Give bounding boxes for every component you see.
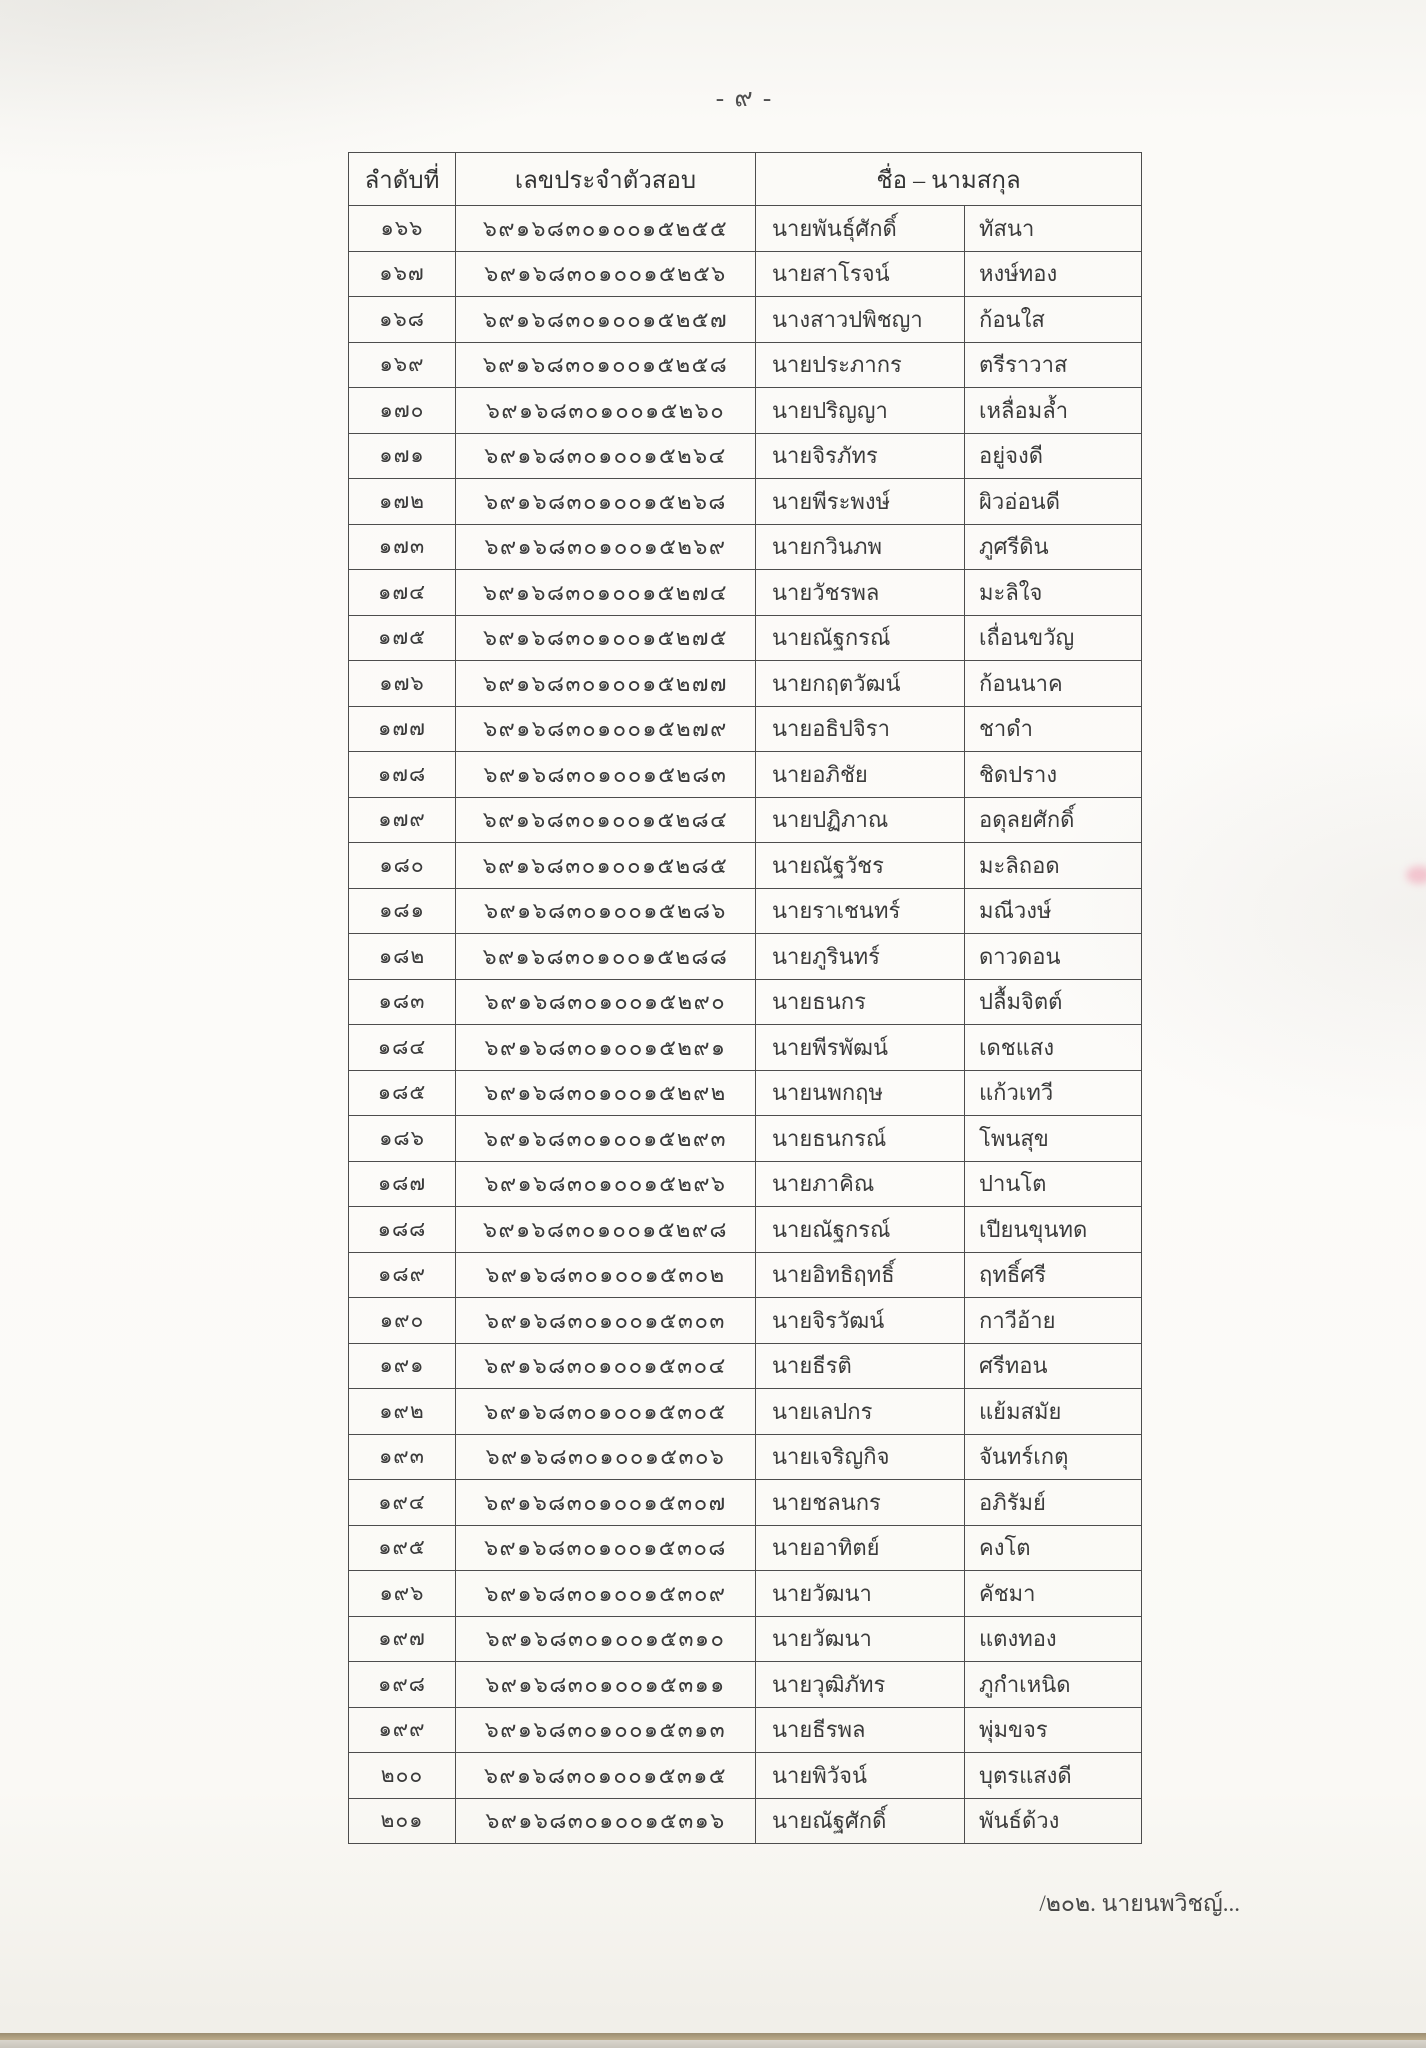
exam-id: ๖๙๑๖๘๓๐๑๐๐๑๕๒๖๔	[456, 433, 756, 479]
header-full-name: ชื่อ – นามสกุล	[756, 153, 1142, 206]
table-row	[349, 1389, 1142, 1435]
last-name: มะลิใจ	[965, 570, 1142, 616]
pink-smudge-artifact	[1406, 866, 1426, 884]
table-row	[349, 1707, 1142, 1753]
last-name: อดุลยศักดิ์	[965, 797, 1142, 843]
table-row	[349, 1252, 1142, 1298]
exam-id: ๖๙๑๖๘๓๐๑๐๐๑๕๓๐๖	[456, 1434, 756, 1480]
first-name: นายวัชรพล	[756, 570, 965, 616]
exam-id: ๖๙๑๖๘๓๐๑๐๐๑๕๓๑๑	[456, 1662, 756, 1708]
row-number: ๑๘๖	[349, 1116, 456, 1162]
first-name: นายจิรวัฒน์	[756, 1298, 965, 1344]
last-name: จันทร์เกตุ	[965, 1434, 1142, 1480]
last-name: กาวีอ้าย	[965, 1298, 1142, 1344]
first-name: นายณัฐศักดิ์	[756, 1798, 965, 1844]
last-name: ผิวอ่อนดี	[965, 479, 1142, 525]
table-row	[349, 251, 1142, 297]
first-name: นายจิรภัทร	[756, 433, 965, 479]
row-number: ๑๘๓	[349, 979, 456, 1025]
last-name: ตรีราวาส	[965, 342, 1142, 388]
exam-id: ๖๙๑๖๘๓๐๑๐๐๑๕๓๐๘	[456, 1525, 756, 1571]
row-number: ๑๖๘	[349, 297, 456, 343]
exam-id: ๖๙๑๖๘๓๐๑๐๐๑๕๒๕๖	[456, 251, 756, 297]
first-name: นายธนกรณ์	[756, 1116, 965, 1162]
table-row	[349, 934, 1142, 980]
row-number: ๑๙๑	[349, 1343, 456, 1389]
table-row	[349, 1025, 1142, 1071]
exam-id: ๖๙๑๖๘๓๐๑๐๐๑๕๒๙๒	[456, 1070, 756, 1116]
last-name: ก้อนใส	[965, 297, 1142, 343]
first-name: นายอาทิตย์	[756, 1525, 965, 1571]
row-number: ๑๗๗	[349, 706, 456, 752]
table-row	[349, 1798, 1142, 1844]
table-row	[349, 979, 1142, 1025]
first-name: นายณัฐวัชร	[756, 843, 965, 889]
first-name: นายพีรพัฒน์	[756, 1025, 965, 1071]
first-name: นายสาโรจน์	[756, 251, 965, 297]
exam-id: ๖๙๑๖๘๓๐๑๐๐๑๕๓๐๔	[456, 1343, 756, 1389]
table-row	[349, 797, 1142, 843]
exam-id: ๖๙๑๖๘๓๐๑๐๐๑๕๒๙๘	[456, 1207, 756, 1253]
exam-id: ๖๙๑๖๘๓๐๑๐๐๑๕๒๙๑	[456, 1025, 756, 1071]
row-number: ๑๘๕	[349, 1070, 456, 1116]
row-number: ๑๖๙	[349, 342, 456, 388]
first-name: นายธนกร	[756, 979, 965, 1025]
first-name: นายวัฒนา	[756, 1571, 965, 1617]
table-row	[349, 388, 1142, 434]
exam-id: ๖๙๑๖๘๓๐๑๐๐๑๕๒๗๕	[456, 615, 756, 661]
last-name: โพนสุข	[965, 1116, 1142, 1162]
row-number: ๑๖๗	[349, 251, 456, 297]
exam-id: ๖๙๑๖๘๓๐๑๐๐๑๕๒๖๙	[456, 524, 756, 570]
first-name: นายราเชนทร์	[756, 888, 965, 934]
exam-id: ๖๙๑๖๘๓๐๑๐๐๑๕๒๘๕	[456, 843, 756, 889]
table-row	[349, 888, 1142, 934]
last-name: ปลื้มจิตต์	[965, 979, 1142, 1025]
first-name: นายกวินภพ	[756, 524, 965, 570]
last-name: แย้มสมัย	[965, 1389, 1142, 1435]
first-name: นายปริญญา	[756, 388, 965, 434]
table-row	[349, 1662, 1142, 1708]
table-row	[349, 570, 1142, 616]
row-number: ๑๗๖	[349, 661, 456, 707]
last-name: อภิรัมย์	[965, 1480, 1142, 1526]
table-row	[349, 843, 1142, 889]
last-name: แตงทอง	[965, 1616, 1142, 1662]
table-row	[349, 1116, 1142, 1162]
first-name: นายกฤตวัฒน์	[756, 661, 965, 707]
table-row	[349, 1480, 1142, 1526]
first-name: นายภาคิณ	[756, 1161, 965, 1207]
exam-id: ๖๙๑๖๘๓๐๑๐๐๑๕๒๗๔	[456, 570, 756, 616]
table-row	[349, 752, 1142, 798]
exam-id: ๖๙๑๖๘๓๐๑๐๐๑๕๒๘๓	[456, 752, 756, 798]
last-name: เถื่อนขวัญ	[965, 615, 1142, 661]
table-row	[349, 479, 1142, 525]
exam-id: ๖๙๑๖๘๓๐๑๐๐๑๕๒๕๘	[456, 342, 756, 388]
last-name: ดาวดอน	[965, 934, 1142, 980]
row-number: ๑๙๗	[349, 1616, 456, 1662]
exam-id: ๖๙๑๖๘๓๐๑๐๐๑๕๓๑๕	[456, 1753, 756, 1799]
exam-id: ๖๙๑๖๘๓๐๑๐๐๑๕๒๕๕	[456, 206, 756, 252]
row-number: ๑๘๙	[349, 1252, 456, 1298]
exam-id: ๖๙๑๖๘๓๐๑๐๐๑๕๓๐๗	[456, 1480, 756, 1526]
row-number: ๑๗๐	[349, 388, 456, 434]
exam-id: ๖๙๑๖๘๓๐๑๐๐๑๕๒๗๗	[456, 661, 756, 707]
exam-id: ๖๙๑๖๘๓๐๑๐๐๑๕๒๖๐	[456, 388, 756, 434]
table-header-row	[349, 153, 1142, 206]
first-name: นายพิวัจน์	[756, 1753, 965, 1799]
header-exam-id: เลขประจำตัวสอบ	[456, 153, 756, 206]
first-name: นายประภากร	[756, 342, 965, 388]
last-name: ศรีทอน	[965, 1343, 1142, 1389]
row-number: ๑๙๕	[349, 1525, 456, 1571]
last-name: ก้อนนาค	[965, 661, 1142, 707]
row-number: ๑๘๘	[349, 1207, 456, 1253]
background-surface	[0, 2040, 1426, 2048]
last-name: พันธ์ด้วง	[965, 1798, 1142, 1844]
last-name: ภูศรีดิน	[965, 524, 1142, 570]
row-number: ๑๗๔	[349, 570, 456, 616]
first-name: นายภูรินทร์	[756, 934, 965, 980]
first-name: นายพีระพงษ์	[756, 479, 965, 525]
exam-id: ๖๙๑๖๘๓๐๑๐๐๑๕๓๑๐	[456, 1616, 756, 1662]
last-name: หงษ์ทอง	[965, 251, 1142, 297]
row-number: ๑๘๐	[349, 843, 456, 889]
exam-id: ๖๙๑๖๘๓๐๑๐๐๑๕๒๖๘	[456, 479, 756, 525]
table-row	[349, 1070, 1142, 1116]
first-name: นายอภิชัย	[756, 752, 965, 798]
row-number: ๑๙๒	[349, 1389, 456, 1435]
exam-id: ๖๙๑๖๘๓๐๑๐๐๑๕๓๐๒	[456, 1252, 756, 1298]
last-name: มณีวงษ์	[965, 888, 1142, 934]
row-number: ๑๗๓	[349, 524, 456, 570]
first-name: นายธีรพล	[756, 1707, 965, 1753]
last-name: ชิดปราง	[965, 752, 1142, 798]
table-row	[349, 1525, 1142, 1571]
last-name: คงโต	[965, 1525, 1142, 1571]
exam-id: ๖๙๑๖๘๓๐๑๐๐๑๕๒๗๙	[456, 706, 756, 752]
page-number: - ๙ -	[715, 85, 774, 112]
row-number: ๑๘๗	[349, 1161, 456, 1207]
exam-id: ๖๙๑๖๘๓๐๑๐๐๑๕๓๑๖	[456, 1798, 756, 1844]
exam-id: ๖๙๑๖๘๓๐๑๐๐๑๕๒๘๘	[456, 934, 756, 980]
table-row	[349, 1616, 1142, 1662]
row-number: ๑๗๙	[349, 797, 456, 843]
first-name: นายธีรติ	[756, 1343, 965, 1389]
last-name: คัชมา	[965, 1571, 1142, 1617]
table-row	[349, 1434, 1142, 1480]
table-row	[349, 1298, 1142, 1344]
continuation-note: /๒๐๒. นายนพวิชญ์...	[1039, 1891, 1240, 1916]
last-name: เปียนขุนทด	[965, 1207, 1142, 1253]
row-number: ๑๗๕	[349, 615, 456, 661]
row-number: ๒๐๐	[349, 1753, 456, 1799]
exam-id: ๖๙๑๖๘๓๐๑๐๐๑๕๒๘๖	[456, 888, 756, 934]
row-number: ๑๗๒	[349, 479, 456, 525]
first-name: นายเจริญกิจ	[756, 1434, 965, 1480]
last-name: อยู่จงดี	[965, 433, 1142, 479]
last-name: พุ่มขจร	[965, 1707, 1142, 1753]
exam-id: ๖๙๑๖๘๓๐๑๐๐๑๕๓๐๙	[456, 1571, 756, 1617]
row-number: ๑๙๙	[349, 1707, 456, 1753]
row-number: ๒๐๑	[349, 1798, 456, 1844]
first-name: นายวุฒิภัทร	[756, 1662, 965, 1708]
exam-id: ๖๙๑๖๘๓๐๑๐๐๑๕๒๕๗	[456, 297, 756, 343]
first-name: นายชลนกร	[756, 1480, 965, 1526]
table-row	[349, 1161, 1142, 1207]
exam-id: ๖๙๑๖๘๓๐๑๐๐๑๕๒๙๓	[456, 1116, 756, 1162]
table-row	[349, 206, 1142, 252]
row-number: ๑๗๑	[349, 433, 456, 479]
table-row	[349, 433, 1142, 479]
row-number: ๑๖๖	[349, 206, 456, 252]
row-number: ๑๘๔	[349, 1025, 456, 1071]
row-number: ๑๙๐	[349, 1298, 456, 1344]
first-name: นายณัฐกรณ์	[756, 1207, 965, 1253]
header-order: ลำดับที่	[349, 153, 456, 206]
table-row	[349, 661, 1142, 707]
table-header	[349, 153, 1142, 206]
table-row	[349, 615, 1142, 661]
last-name: ฤทธิ์ศรี	[965, 1252, 1142, 1298]
first-name: นายวัฒนา	[756, 1616, 965, 1662]
last-name: ปานโต	[965, 1161, 1142, 1207]
exam-id: ๖๙๑๖๘๓๐๑๐๐๑๕๒๙๖	[456, 1161, 756, 1207]
last-name: ทัสนา	[965, 206, 1142, 252]
row-number: ๑๘๒	[349, 934, 456, 980]
row-number: ๑๗๘	[349, 752, 456, 798]
first-name: นายอิทธิฤทธิ์	[756, 1252, 965, 1298]
first-name: นายอธิปจิรา	[756, 706, 965, 752]
first-name: นายพันธุ์ศักดิ์	[756, 206, 965, 252]
table-row	[349, 1343, 1142, 1389]
last-name: บุตรแสงดี	[965, 1753, 1142, 1799]
table-row	[349, 1207, 1142, 1253]
first-name: นายปฏิภาณ	[756, 797, 965, 843]
first-name: นายนพกฤษ	[756, 1070, 965, 1116]
exam-id: ๖๙๑๖๘๓๐๑๐๐๑๕๓๐๓	[456, 1298, 756, 1344]
row-number: ๑๙๖	[349, 1571, 456, 1617]
last-name: แก้วเทวี	[965, 1070, 1142, 1116]
row-number: ๑๘๑	[349, 888, 456, 934]
row-number: ๑๙๔	[349, 1480, 456, 1526]
row-number: ๑๙๘	[349, 1662, 456, 1708]
table-row	[349, 706, 1142, 752]
paper-bottom-edge	[0, 2033, 1426, 2040]
table-row	[349, 1571, 1142, 1617]
table-row	[349, 524, 1142, 570]
exam-id: ๖๙๑๖๘๓๐๑๐๐๑๕๒๘๔	[456, 797, 756, 843]
table-row	[349, 342, 1142, 388]
last-name: เหลื่อมล้ำ	[965, 388, 1142, 434]
first-name: นายเลปกร	[756, 1389, 965, 1435]
first-name: นางสาวปพิชญา	[756, 297, 965, 343]
row-number: ๑๙๓	[349, 1434, 456, 1480]
table-row	[349, 297, 1142, 343]
last-name: เดชแสง	[965, 1025, 1142, 1071]
table-body	[349, 206, 1142, 1844]
exam-candidate-table	[348, 152, 1142, 1844]
exam-id: ๖๙๑๖๘๓๐๑๐๐๑๕๒๙๐	[456, 979, 756, 1025]
table-row	[349, 1753, 1142, 1799]
exam-id: ๖๙๑๖๘๓๐๑๐๐๑๕๓๐๕	[456, 1389, 756, 1435]
last-name: ภูกำเหนิด	[965, 1662, 1142, 1708]
exam-id: ๖๙๑๖๘๓๐๑๐๐๑๕๓๑๓	[456, 1707, 756, 1753]
last-name: ชาดำ	[965, 706, 1142, 752]
last-name: มะลิถอด	[965, 843, 1142, 889]
first-name: นายณัฐกรณ์	[756, 615, 965, 661]
